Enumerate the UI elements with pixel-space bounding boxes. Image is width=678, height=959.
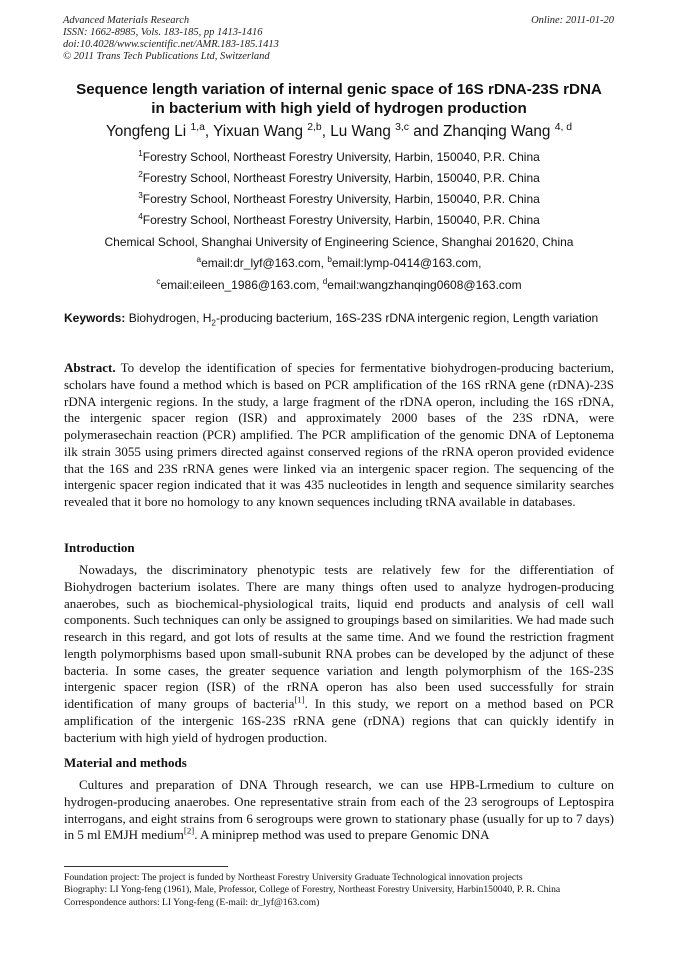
introduction-paragraph (64, 562, 614, 746)
email-address: email:dr_lyf@163.com, (201, 256, 328, 270)
keywords-text: -producing bacterium, 16S-23S rDNA intergenic region, Length variation (215, 311, 599, 325)
affiliation-line (40, 149, 638, 165)
keywords-text: Biohydrogen, H (128, 311, 212, 325)
introduction-text: . In this study, we report on a method based on PCR amplification of the intergenic 16S-23S rRNA gene (rDNA) regions that can quickly identify in bacterium with high yield of hydrogen production. (64, 696, 614, 745)
email-mark: a (196, 255, 202, 264)
affiliation-mark: 1 (138, 149, 143, 158)
journal-name: Advanced Materials Research (63, 15, 190, 26)
affiliation-line (40, 170, 638, 186)
footnotes (64, 872, 638, 909)
citation-ref: [1] (294, 694, 305, 705)
author-name: Yongfeng Li (105, 123, 187, 140)
methods-paragraph (64, 777, 614, 844)
abstract-label: Abstract. (64, 360, 116, 375)
abstract-text: To develop the identification of species for fermentative biohydrogen-producing bacterium, scholars have found a method which is based on PCR amplification of the 16S rRNA gene (rDNA)-23S rDNA intergenic regions. In the study, a large fragment of the rDNA operon, including the 16S rDNA, the intergenic spacer region (ISR) and approximately 2000 bases of the 23S rDNA, were polymerasechain reaction (PCR) amplified. The PCR amplification of the genomic DNA of Leptonema ilk strain 3055 using primers directed against conserved regions of the rRNA operon provided evidence that the 16S and 23S rRNA genes were linked via an intergenic spacer region. The sequencing of the intergenic spacer region indicated that it was 435 nucleotides in length and sequence similarity searches revealed that it bore no homology to any known sequences including tRNA available in databases. (64, 360, 614, 509)
author-affiliation-mark: 4, d (554, 121, 573, 133)
affiliation-mark: 3 (138, 191, 143, 200)
footnote-biography: Biography: LI Yong-feng (1961), Male, Professor, College of Forestry, Northeast Forestry University, Harbin150040, P. R. China (64, 884, 561, 896)
author-affiliation-mark: 2,b (307, 121, 322, 133)
introduction-text: Nowadays, the discriminatory phenotypic tests are relatively few for the differentiation of Biohydrogen bacterium isolates. There are many things often used to analyze hydrogen-producing anaerobes, such as biochemical-physiological traits, liquid end products and analysis of cell wall components. Such techniques can only be assigned to groupings based on similarities. We had made such research in this regard, and got lots of results at the same time. And we found the restriction fragment length polymorphisms based upon small-subunit RNA probes can be developed by the adjunct of these bacteria. In some cases, the greater sequence variation and length polymorphism of the 16S-23S intergenic spacer region (ISR) of the rRNA operon has also been used successfully for strain identification of many groups of bacteria (64, 562, 614, 711)
abstract (64, 360, 614, 511)
email-mark: d (322, 277, 328, 286)
affiliation-line (40, 212, 638, 228)
methods-text: . A miniprep method was used to prepare Genomic DNA (194, 827, 490, 843)
affiliation-text: Forestry School, Northeast Forestry University, Harbin, 150040, P.R. China (142, 213, 540, 227)
journal-issn: ISSN: 1662-8985, Vols. 183-185, pp 1413-1416 (63, 27, 263, 38)
keywords-label: Keywords: (64, 311, 126, 325)
affiliation-text: Forestry School, Northeast Forestry University, Harbin, 150040, P.R. China (142, 192, 540, 206)
email-line (40, 277, 638, 293)
affiliation-line (40, 191, 638, 207)
footnote-correspondence: Correspondence authors: LI Yong-feng (E-mail: dr_lyf@163.com) (64, 896, 320, 908)
author-separator: , (204, 123, 214, 140)
methods-text: Cultures and preparation of DNA Through research, we can use HPB-Lrmedium to culture on hydrogen-producing anaerobes. One representative strain from each of the 23 serogroups of Leptospira interrogans, and eight strains from 6 serogroups were grown to stationary phase (usually for up to 7 days) in 5 ml EMJH medium (64, 777, 614, 843)
paper-title-line-1: Sequence length variation of internal genic space of 16S rDNA-23S rDNA (76, 81, 602, 98)
section-heading-introduction: Introduction (64, 540, 135, 555)
section-heading-methods: Material and methods (64, 755, 187, 770)
author-affiliation-mark: 1,a (190, 121, 205, 133)
journal-header (63, 15, 279, 63)
author-list (40, 122, 638, 142)
email-mark: b (327, 255, 332, 264)
journal-doi: doi:10.4028/www.scientific.net/AMR.183-185.1413 (63, 39, 279, 50)
author-separator: and (408, 123, 444, 140)
citation-ref: [2] (183, 825, 195, 836)
author-name: Zhanqing Wang (443, 123, 551, 140)
paper-title (40, 80, 638, 118)
email-line (40, 255, 638, 271)
email-address: email:wangzhanqing0608@163.com (327, 278, 522, 292)
footnote-divider (64, 866, 228, 867)
footnote-funding: Foundation project: The project is funded by Northeast Forestry University Graduate Technological innovation projects (64, 872, 523, 883)
email-mark: c (156, 277, 161, 286)
author-separator: , (321, 123, 331, 140)
email-address: email:eileen_1986@163.com, (160, 278, 323, 292)
author-name: Yixuan Wang (213, 123, 303, 140)
affiliation-mark: 4 (138, 212, 143, 221)
affiliation-line (40, 234, 638, 250)
email-address: email:lymp-0414@163.com, (331, 256, 482, 270)
journal-copyright: © 2011 Trans Tech Publications Ltd, Switzerland (63, 51, 270, 62)
keywords (64, 311, 614, 327)
affiliation-mark: 2 (138, 170, 143, 179)
affiliation-text: Chemical School, Shanghai University of Engineering Science, Shanghai 201620, China (104, 235, 574, 249)
author-name: Lu Wang (330, 123, 391, 140)
paper-title-line-2: in bacterium with high yield of hydrogen production (151, 100, 527, 117)
affiliation-text: Forestry School, Northeast Forestry University, Harbin, 150040, P.R. China (142, 171, 540, 185)
affiliation-text: Forestry School, Northeast Forestry University, Harbin, 150040, P.R. China (142, 150, 540, 164)
online-date: Online: 2011-01-20 (531, 15, 614, 26)
author-affiliation-mark: 3,c (395, 121, 409, 133)
keywords-subscript: 2 (211, 318, 216, 328)
